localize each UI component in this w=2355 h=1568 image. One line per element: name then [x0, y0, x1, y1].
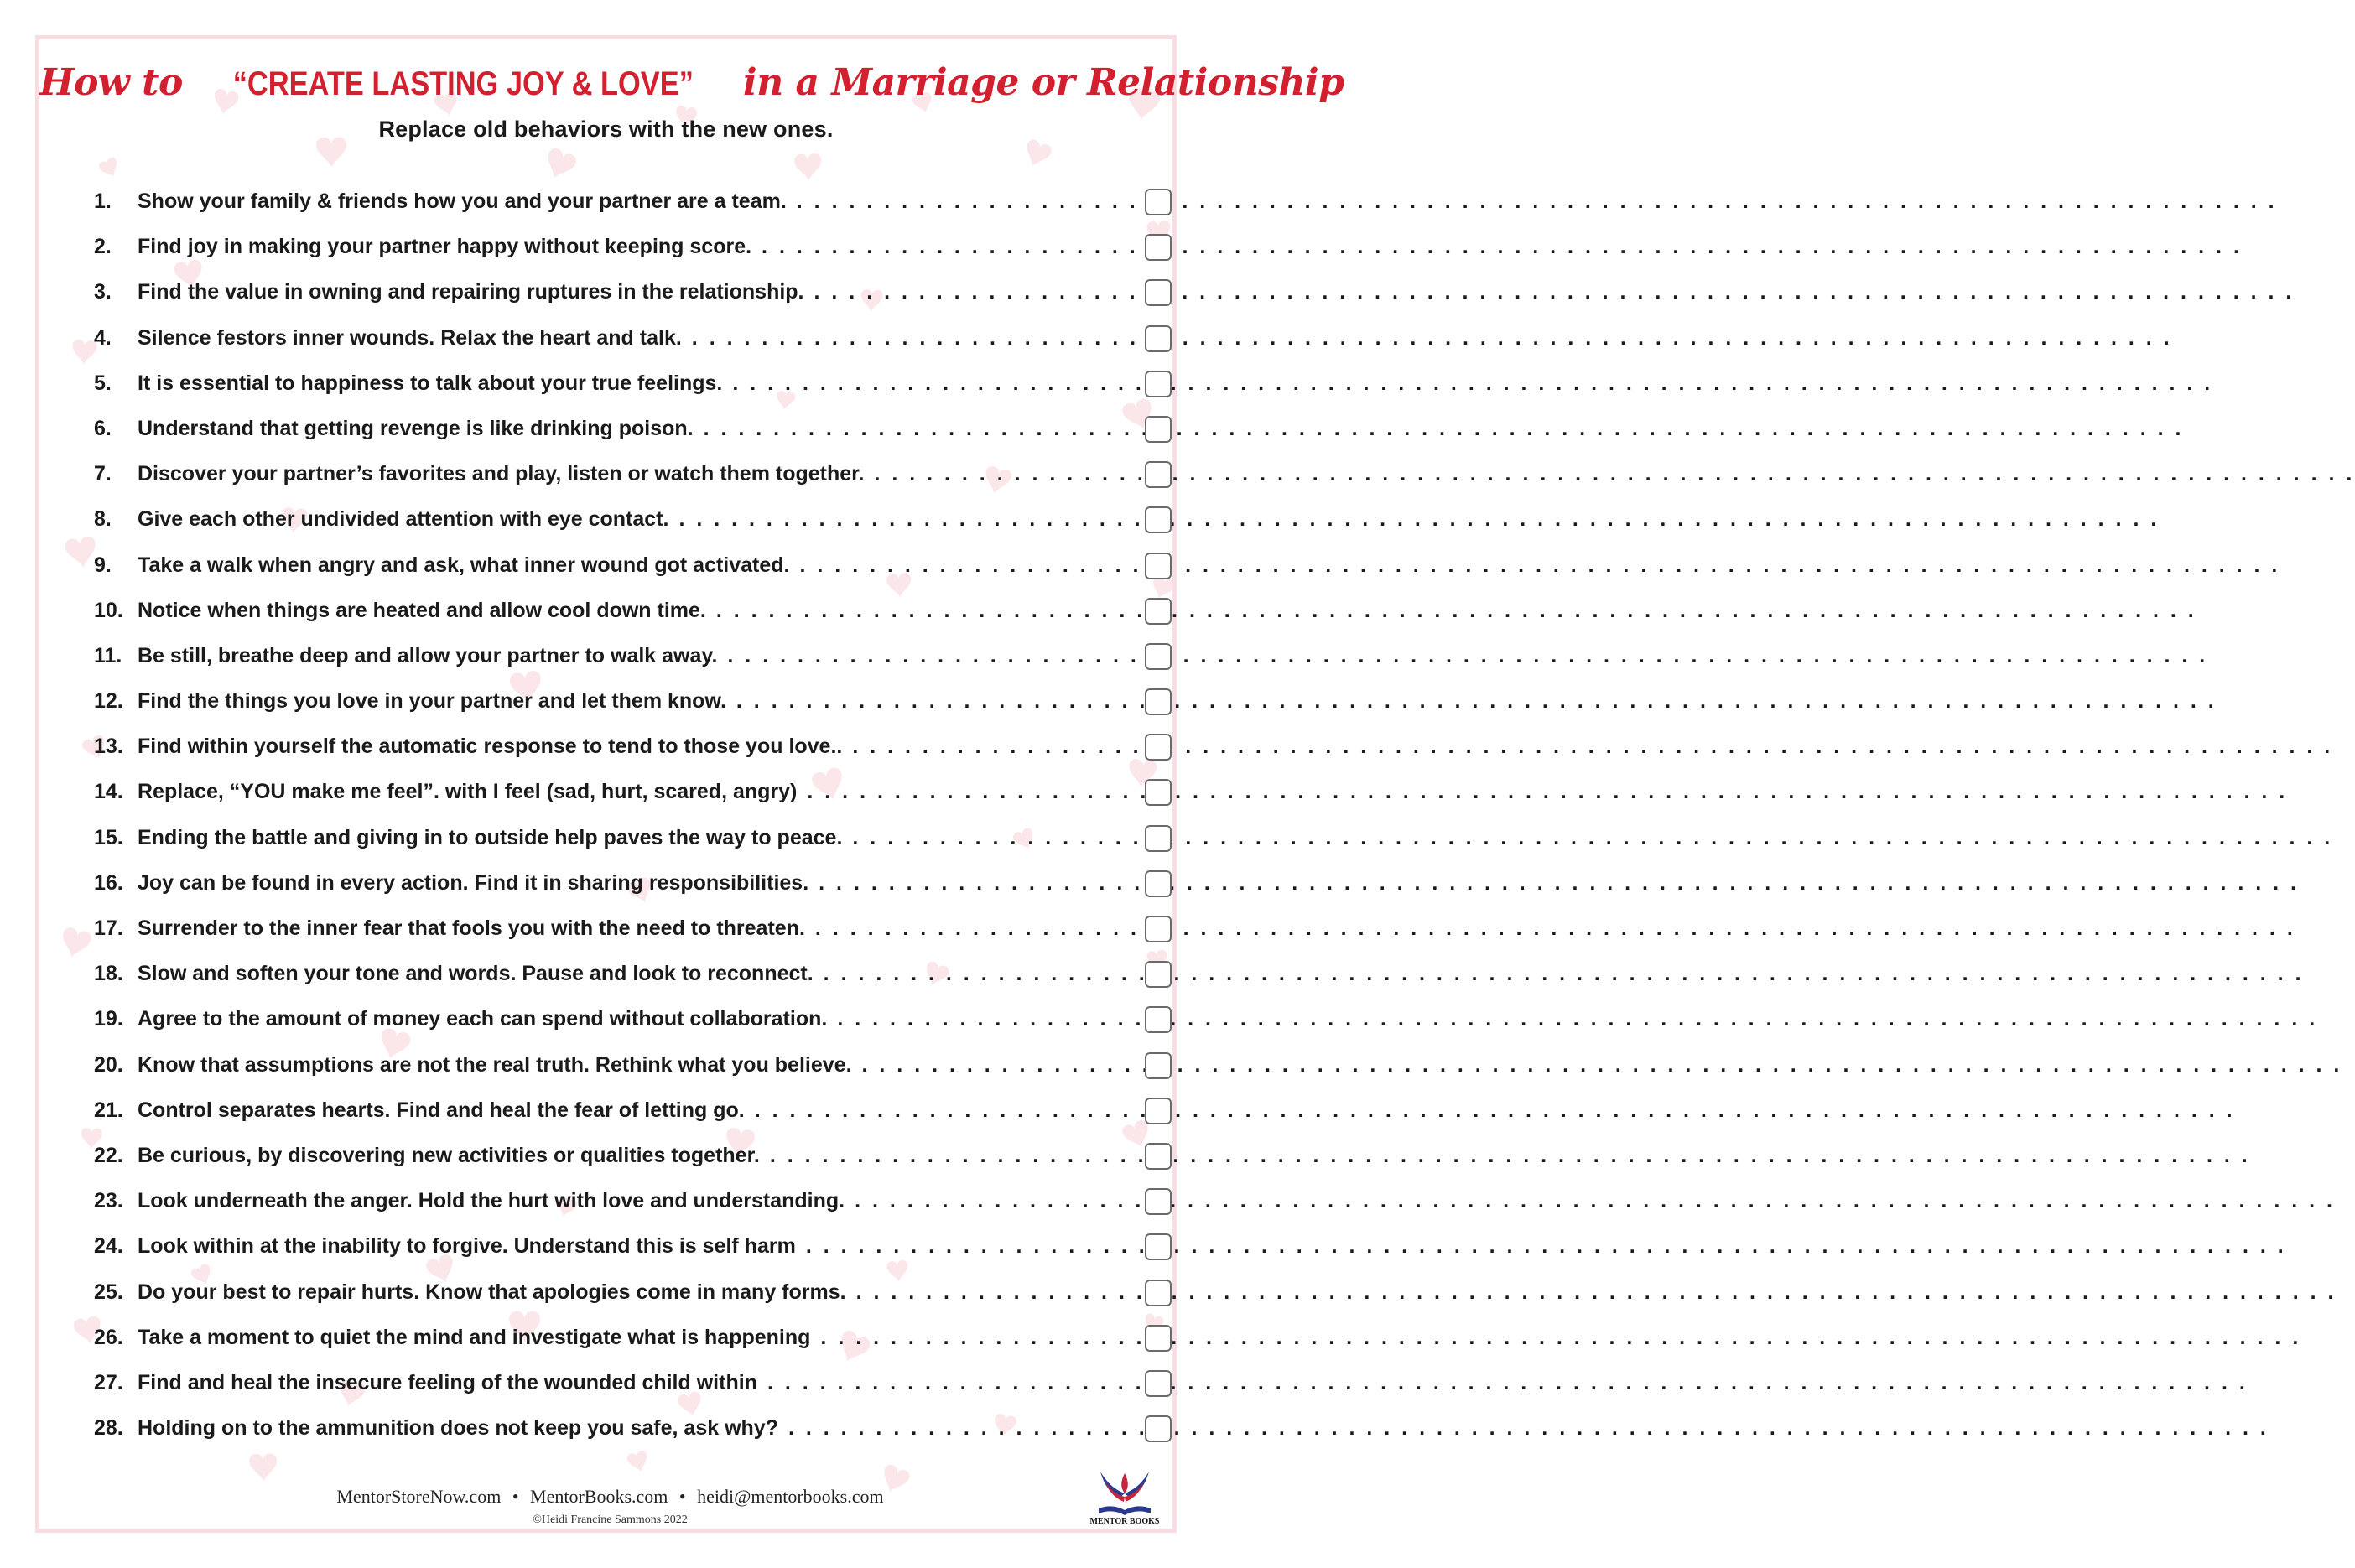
item-number: 6. — [94, 416, 112, 440]
item-text: Be curious, by discovering new activities or qualities together. — [138, 1143, 760, 1167]
item-text: Take a moment to quiet the mind and investigate what is happening — [138, 1325, 811, 1349]
item-number: 15. — [94, 825, 123, 849]
footer-site-books[interactable]: MentorBooks.com — [530, 1486, 668, 1507]
checklist-item — [94, 591, 1134, 636]
checklist-item — [94, 1227, 1134, 1272]
item-checkbox[interactable] — [1145, 734, 1172, 761]
item-checkbox[interactable] — [1145, 416, 1172, 443]
item-text-leader — [138, 507, 1046, 536]
item-text-leader — [138, 280, 1046, 309]
checklist-item — [94, 954, 1134, 999]
checklist-item — [94, 1318, 1134, 1363]
checklist-item — [94, 409, 1134, 454]
item-number: 18. — [94, 962, 123, 986]
title-part-1: How to — [39, 61, 195, 104]
item-text-leader — [138, 462, 1046, 491]
item-text: Joy can be found in every action. Find it in sharing responsibilities. — [138, 870, 809, 895]
checklist-item — [94, 364, 1134, 409]
copyright: ©Heidi Francine Sammons 2022 — [533, 1513, 688, 1526]
item-text-leader — [138, 826, 1046, 854]
footer-site-store[interactable]: MentorStoreNow.com — [336, 1486, 502, 1507]
item-text: Replace, “YOU make me feel”. with I feel (sad, hurt, scared, angry) — [138, 780, 798, 804]
item-text-leader — [138, 1371, 1046, 1399]
item-number: 9. — [94, 553, 112, 577]
item-number: 2. — [94, 235, 112, 259]
item-number: 5. — [94, 371, 112, 395]
checklist-item — [94, 319, 1134, 364]
item-text-leader — [138, 190, 1046, 218]
item-checkbox[interactable] — [1145, 371, 1172, 397]
item-number: 25. — [94, 1280, 123, 1304]
checklist-item — [94, 500, 1134, 545]
item-checkbox[interactable] — [1145, 189, 1172, 215]
item-text-leader — [138, 1416, 1046, 1445]
checklist-item — [94, 772, 1134, 818]
checklist-item — [94, 999, 1134, 1045]
item-number: 24. — [94, 1234, 123, 1259]
item-text: Holding on to the ammunition does not keep you safe, ask why? — [138, 1416, 778, 1441]
item-text-leader — [138, 1234, 1046, 1263]
checklist-item — [94, 1273, 1134, 1318]
item-number: 28. — [94, 1416, 123, 1441]
item-text-leader — [138, 1280, 1046, 1309]
item-number: 20. — [94, 1052, 123, 1077]
checklist-item — [94, 1363, 1134, 1409]
item-number: 12. — [94, 689, 123, 714]
checklist-item — [94, 909, 1134, 954]
item-checkbox[interactable] — [1145, 825, 1172, 852]
item-number: 14. — [94, 780, 123, 804]
item-text: Do your best to repair hurts. Know that apologies come in many forms. — [138, 1280, 846, 1304]
item-text: Look underneath the anger. Hold the hurt with love and understanding. — [138, 1189, 845, 1213]
checklist-item — [94, 1136, 1134, 1181]
item-checkbox[interactable] — [1145, 961, 1172, 988]
item-checkbox[interactable] — [1145, 506, 1172, 533]
item-checkbox[interactable] — [1145, 1415, 1172, 1442]
item-text-leader — [138, 1189, 1046, 1218]
item-text-leader — [138, 871, 1046, 900]
item-number: 3. — [94, 280, 112, 304]
checklist-item — [94, 1091, 1134, 1136]
checklist-item — [94, 682, 1134, 727]
item-text: Ending the battle and giving in to outside help paves the way to peace. — [138, 825, 843, 849]
item-number: 26. — [94, 1325, 123, 1349]
item-number: 27. — [94, 1370, 123, 1394]
worksheet-page — [35, 35, 1344, 1533]
item-checkbox[interactable] — [1145, 1188, 1172, 1215]
item-checkbox[interactable] — [1145, 1098, 1172, 1124]
checklist-item — [94, 546, 1134, 591]
item-checkbox[interactable] — [1145, 916, 1172, 942]
item-checkbox[interactable] — [1145, 234, 1172, 261]
page-title — [39, 61, 1344, 104]
item-text-leader — [138, 371, 1046, 400]
item-number: 8. — [94, 507, 112, 532]
item-checkbox[interactable] — [1145, 1143, 1172, 1170]
item-checkbox[interactable] — [1145, 870, 1172, 897]
item-text-leader — [138, 235, 1046, 263]
mentor-books-logo-icon — [1092, 1465, 1157, 1524]
item-text: Find and heal the insecure feeling of the wounded child within — [138, 1370, 757, 1394]
item-text-leader — [138, 326, 1046, 355]
item-text-leader — [138, 417, 1046, 445]
item-text: Give each other undivided attention with eye contact. — [138, 507, 669, 532]
item-text-leader — [138, 644, 1046, 672]
item-number: 19. — [94, 1007, 123, 1031]
item-text: It is essential to happiness to talk about your true feelings. — [138, 371, 723, 395]
item-text-leader — [138, 599, 1046, 627]
item-text: Notice when things are heated and allow cool down time. — [138, 598, 706, 622]
item-text-leader — [138, 1144, 1046, 1172]
item-checkbox[interactable] — [1145, 1233, 1172, 1260]
item-text: Know that assumptions are not the real truth. Rethink what you believe. — [138, 1052, 852, 1077]
checklist — [94, 182, 1134, 1454]
item-text: Surrender to the inner fear that fools you with the need to threaten. — [138, 916, 805, 940]
item-text-leader — [138, 1053, 1046, 1082]
item-number: 11. — [94, 643, 122, 667]
item-checkbox[interactable] — [1145, 553, 1172, 579]
item-text-leader — [138, 1007, 1046, 1036]
item-text: Control separates hearts. Find and heal the fear of letting go. — [138, 1098, 745, 1122]
item-checkbox[interactable] — [1145, 598, 1172, 625]
item-text-leader — [138, 553, 1046, 582]
footer-separator: • — [678, 1486, 686, 1507]
item-checkbox[interactable] — [1145, 279, 1172, 306]
item-text: Find joy in making your partner happy without keeping score. — [138, 235, 752, 259]
title-part-2: in a Marriage or Relationship — [730, 61, 1344, 104]
item-text: Silence festors inner wounds. Relax the heart and talk. — [138, 325, 682, 350]
item-checkbox[interactable] — [1145, 1006, 1172, 1033]
item-number: 13. — [94, 735, 123, 759]
footer-separator: • — [512, 1486, 519, 1507]
checklist-item — [94, 1046, 1134, 1091]
item-text-leader — [138, 916, 1046, 945]
checklist-item — [94, 227, 1134, 273]
item-text: Take a walk when angry and ask, what inner wound got activated. — [138, 553, 790, 577]
item-text: Be still, breathe deep and allow your partner to walk away. — [138, 643, 718, 667]
logo-wordmark: MENTOR BOOKS — [1089, 1517, 1160, 1526]
item-text-leader — [138, 1326, 1046, 1354]
item-checkbox[interactable] — [1145, 1280, 1172, 1306]
item-number: 23. — [94, 1189, 123, 1213]
title-caps: “CREATE LASTING JOY & LOVE” — [232, 65, 694, 102]
item-text: Understand that getting revenge is like drinking poison. — [138, 416, 694, 440]
checklist-item — [94, 1181, 1134, 1227]
item-number: 4. — [94, 325, 112, 350]
checklist-item — [94, 454, 1134, 500]
item-number: 7. — [94, 462, 112, 486]
checklist-item — [94, 818, 1134, 864]
item-number: 16. — [94, 870, 123, 895]
item-text-leader — [138, 689, 1046, 718]
item-checkbox[interactable] — [1145, 461, 1172, 488]
item-checkbox[interactable] — [1145, 325, 1172, 352]
item-text: Discover your partner’s favorites and play, listen or watch them together. — [138, 462, 865, 486]
item-checkbox[interactable] — [1145, 643, 1172, 670]
item-checkbox[interactable] — [1145, 1325, 1172, 1352]
item-text: Slow and soften your tone and words. Pause and look to reconnect. — [138, 962, 814, 986]
item-number: 1. — [94, 190, 112, 213]
item-checkbox[interactable] — [1145, 1370, 1172, 1397]
checklist-item — [94, 182, 1134, 227]
item-text: Find within yourself the automatic response to tend to those you love.. — [138, 735, 843, 759]
item-text-leader — [138, 1098, 1046, 1127]
item-text: Show your family & friends how you and your partner are a team. — [138, 190, 787, 213]
item-number: 22. — [94, 1143, 123, 1167]
item-text: Find the things you love in your partner and let them know. — [138, 689, 726, 714]
item-text-leader — [138, 962, 1046, 990]
item-number: 17. — [94, 916, 123, 940]
item-text-leader — [138, 735, 1046, 763]
item-text: Find the value in owning and repairing ruptures in the relationship. — [138, 280, 804, 304]
item-number: 10. — [94, 598, 123, 622]
footer-email[interactable]: heidi@mentorbooks.com — [697, 1486, 884, 1507]
checklist-item — [94, 727, 1134, 772]
item-number: 21. — [94, 1098, 123, 1122]
page-subtitle: Replace old behaviors with the new ones. — [378, 117, 834, 142]
item-text: Look within at the inability to forgive. Understand this is self harm — [138, 1234, 796, 1259]
checklist-item — [94, 864, 1134, 909]
item-checkbox[interactable] — [1145, 1052, 1172, 1079]
item-text: Agree to the amount of money each can spend without collaboration. — [138, 1007, 828, 1031]
item-checkbox[interactable] — [1145, 688, 1172, 715]
item-checkbox[interactable] — [1145, 779, 1172, 806]
item-text-leader — [138, 780, 1046, 808]
checklist-item — [94, 273, 1134, 318]
checklist-item — [94, 636, 1134, 682]
checklist-item — [94, 1409, 1134, 1454]
footer-links — [39, 1486, 1181, 1508]
